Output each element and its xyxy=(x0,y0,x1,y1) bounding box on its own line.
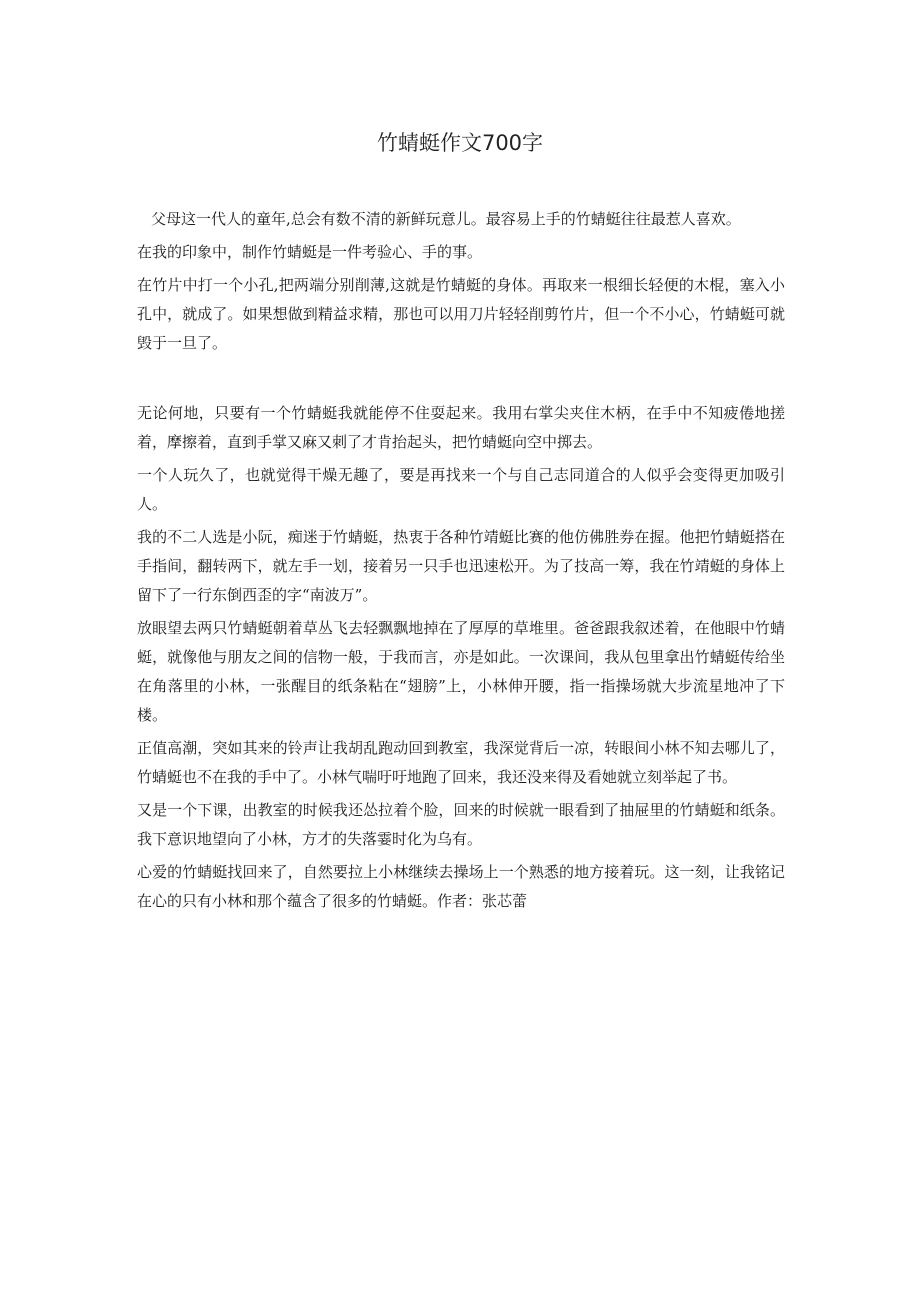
paragraph-bell: 正值高潮，突如其来的铃声让我胡乱跑动回到教室，我深觉背后一凉，转眼间小林不知去哪儿了，竹蜻蜓也不在我的手中了。小林气喘吁吁地跑了回来，我还没来得及看她就立刻举起了书。 xyxy=(137,739,785,786)
paragraph-friend: 我的不二人选是小阮，痴迷于竹蜻蜓，热衷于各种竹靖蜓比赛的他仿佛胜券在握。他把竹蜻蜓搭在手指间，翻转两下，就左手一划，接着另一只手也迅速松开。为了技高一筹，我在竹靖蜓的身体上留下了一行东倒西歪的字“南波万”。 xyxy=(137,528,785,604)
paragraph-making: 在竹片中打一个小孔,把两端分别削薄,这就是竹蜻蜓的身体。再取来一根细长轻便的木棍，塞入小孔中，就成了。如果想做到精益求精，那也可以用刀片轻轻削剪竹片，但一个不小心，竹蜻蜓可就毁于一旦了。 xyxy=(137,276,785,352)
paragraph-flight: 放眼望去两只竹蜻蜓朝着草丛飞去轻飘飘地掉在了厚厚的草堆里。爸爸跟我叙述着，在他眼中竹蜻蜓，就像他与朋友之间的信物一般，于我而言，亦是如此。一次课间，我从包里拿出竹蜻蜓传给坐在角落里的小林，一张醒目的纸条粘在“翅膀”上，小林伸开腰，指一指操场就大步流星地冲了下楼。 xyxy=(137,619,785,724)
paragraph-gap xyxy=(137,362,785,399)
paragraph-returned: 又是一个下课，出教室的时候我还怂拉着个脸，回来的时候就一眼看到了抽屉里的竹蜻蜓和纸条。我下意识地望向了小林，方才的失落霎时化为乌有。 xyxy=(137,801,785,848)
paragraph-intro: 父母这一代人的童年,总会有数不清的新鲜玩意儿。最容易上手的竹蜻蜓往往最惹人喜欢。 xyxy=(151,210,741,228)
paragraph-impression: 在我的印象中，制作竹蜻蜓是一件考验心、手的事。 xyxy=(137,243,483,261)
paragraph-alone: 一个人玩久了，也就觉得干燥无趣了，要是再找来一个与自己志同道合的人似乎会变得更加吸引人。 xyxy=(137,466,785,513)
paragraph-playing: 无论何地，只要有一个竹蜻蜓我就能停不住耍起来。我用右掌尖夹住木柄，在手中不知疲倦地搓着，摩擦着，直到手掌又麻又刺了才肯抬起头，把竹蜻蜓向空中掷去。 xyxy=(137,404,785,451)
paragraph-ending: 心爱的竹蜻蜓找回来了，自然要拉上小林继续去操场上一个熟悉的地方接着玩。这一刻，让我铭记在心的只有小林和那个蕴含了很多的竹蜻蜓。作者：张芯蕾 xyxy=(137,863,785,910)
page-title: 竹蜻蜓作文700字 xyxy=(376,131,544,155)
essay-body xyxy=(137,205,785,920)
